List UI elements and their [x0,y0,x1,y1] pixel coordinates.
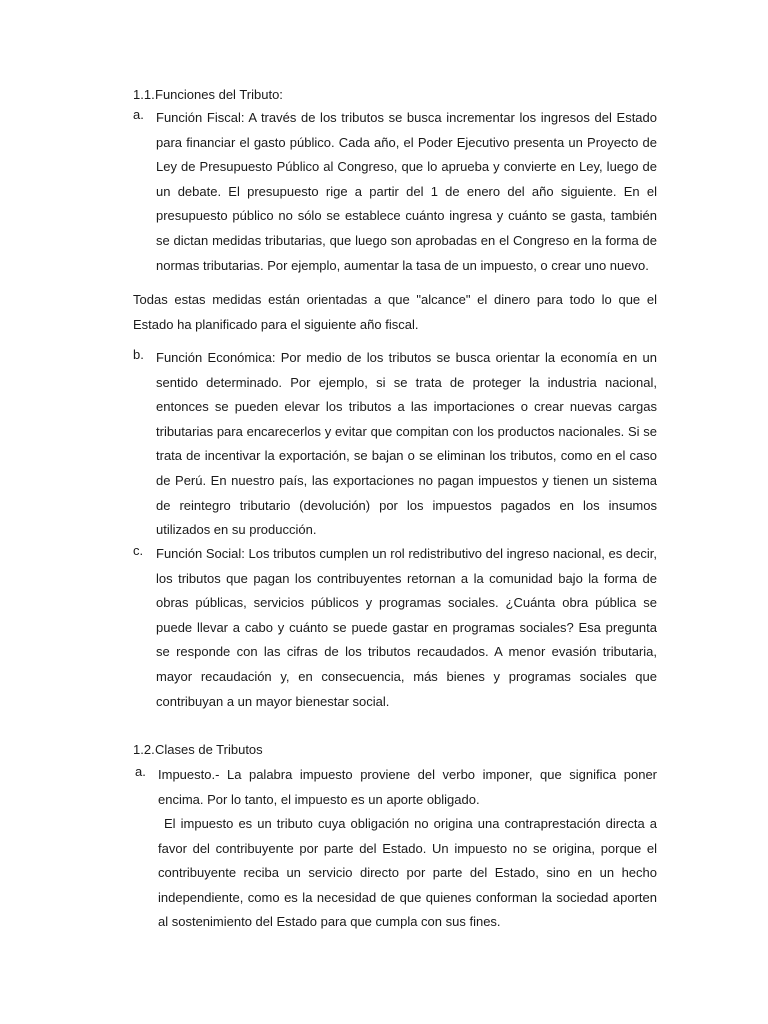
list-item-text: Impuesto.- La palabra impuesto proviene del verbo imponer, que significa poner encima. Por lo tanto, el impuesto es un aporte obligado. [158,767,657,807]
body-paragraph: Todas estas medidas están orientadas a que "alcance" el dinero para todo lo que el Estado ha planificado para el siguiente año fiscal. [133,292,657,332]
list-item-impuesto [133,763,657,812]
list-item-funcion-economica [133,346,657,543]
section-number: 1.1. [133,87,155,102]
list-item-text: Función Económica: Por medio de los tributos se busca orientar la economía en un sentido determinado. Por ejemplo, si se trata de proteger la industria nacional, entonces se pueden elevar los tributos a las importaciones o crear nuevas cargas tributarias para encarecerlos y evitar que compitan con los productos nacionales. Si se trata de incentivar la exportación, se bajan o se eliminan los tributos, como en el caso de Perú. En nuestro país, las exportaciones no pagan impuestos y tienen un sistema de reintegro tributario (devolución) por los impuestos pagados en los insumos utilizados en su producción. [156,350,657,538]
list-marker: a. [133,107,144,122]
section-heading-clases [133,742,263,757]
list-item-text: Función Fiscal: A través de los tributos se busca incrementar los ingresos del Estado para financiar el gasto público. Cada año, el Poder Ejecutivo presenta un Proyecto de Ley de Presupuesto Público al Congreso, que lo aprueba y convierte en Ley, luego de un debate. El presupuesto rige a partir del 1 de enero del año siguiente. En el presupuesto público no sólo se establece cuánto ingresa y cuánto se gasta, también se dictan medidas tributarias, que luego son aprobadas en el Congreso en la forma de normas tributarias. Por ejemplo, aumentar la tasa de un impuesto, o crear uno nuevo. [156,110,657,273]
list-item-funcion-social [133,542,657,714]
list-marker: c. [133,543,144,558]
section-title: Clases de Tributos [155,742,263,757]
section-title: Funciones del Tributo: [155,87,283,102]
list-item-funcion-fiscal [133,106,657,278]
list-marker: a. [135,764,146,779]
list-item-text: Función Social: Los tributos cumplen un rol redistributivo del ingreso nacional, es decir, los tributos que pagan los contribuyentes retornan a la comunidad bajo la forma de obras públicas, servicios públicos y programas sociales. ¿Cuánta obra pública se puede llevar a cabo y cuánto se puede gastar en programas sociales? Esa pregunta se responde con las cifras de los tributos recaudados. A menor evasión tributaria, mayor recaudación y, en consecuencia, más bienes y programas sociales que contribuyan a un mayor bienestar social. [156,546,657,709]
list-marker: b. [133,347,144,362]
section-heading-funciones [133,87,283,102]
section-number: 1.2. [133,742,155,757]
impuesto-subparagraph: El impuesto es un tributo cuya obligación no origina una contraprestación directa a favor del contribuyente por parte del Estado. Un impuesto no se origina, porque el contribuyente reciba un servicio directo por parte del Estado, sino en un hecho independiente, como es la necesidad de que quienes conforman la sociedad aporten al sostenimiento del Estado para que cumpla con sus fines. [158,816,657,930]
